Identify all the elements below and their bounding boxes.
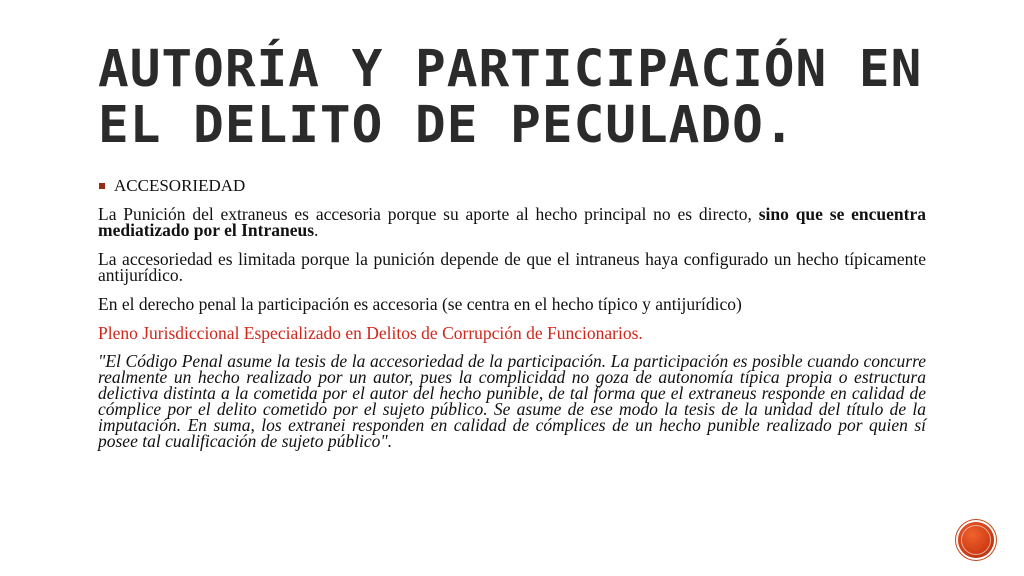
slide-content	[98, 178, 926, 449]
paragraph-1-end: .	[314, 220, 319, 240]
paragraph-1-text: La Punición del extraneus es accesoria porque su aporte al hecho principal no es directo,	[98, 204, 759, 224]
bullet-item	[98, 178, 926, 194]
square-bullet-icon	[99, 183, 105, 189]
quote-paragraph: "El Código Penal asume la tesis de la accesoriedad de la participación. La participación es posible cuando concurre realmente un hecho realizado por un autor, pues la complicidad no goza de autonomía típica propia o estructura delictiva distinta a la cometida por el autor del hecho punible, de tal forma que el extraneus responde en calidad de cómplice por el delito cometido por el sujeto público. Se asume de ese modo la tesis de la unidad del título de la imputación. En suma, los extranei responden en calidad de cómplices de un hecho punible realizado por quien sí posee tal cualificación de sujeto público".	[98, 351, 926, 451]
slide-number-badge	[958, 522, 994, 558]
paragraph-1-bold: sino que se encuentra mediatizado por el Intraneus	[98, 204, 927, 240]
bullet-text: ACCESORIEDAD	[114, 176, 246, 195]
badge-ring	[961, 525, 991, 555]
paragraph-2: La accesoriedad es limitada porque la punición depende de que el intraneus haya configurado un hecho típicamente antijurídico.	[98, 249, 926, 285]
slide-title: AUTORÍA Y PARTICIPACIÓN EN EL DELITO DE PECULADO.	[98, 40, 923, 155]
paragraph-3: En el derecho penal la participación es accesoria (se centra en el hecho típico y antijurídico)	[98, 294, 742, 314]
pleno-heading: Pleno Jurisdiccional Especializado en Delitos de Corrupción de Funcionarios.	[98, 323, 643, 343]
paragraph-1	[98, 206, 926, 238]
